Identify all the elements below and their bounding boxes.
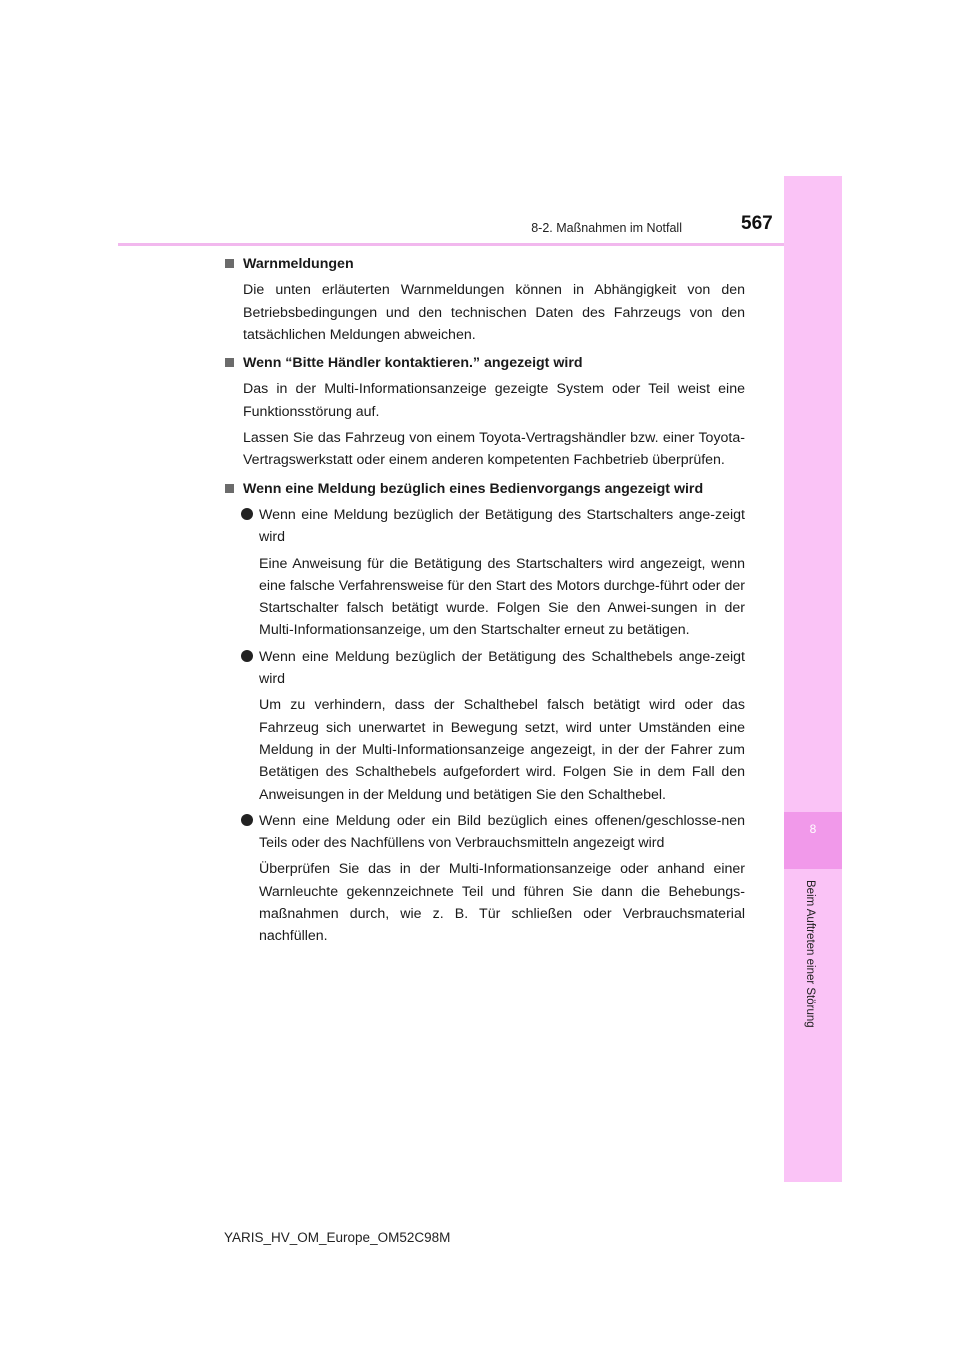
- heading-text: Wenn “Bitte Händler kontaktieren.” angezeigt wird: [243, 355, 583, 372]
- paragraph: Das in der Multi-Informationsanzeige gezeigte System oder Teil weist eine Funktionsstörung auf.: [243, 381, 745, 420]
- round-bullet-icon: [241, 814, 253, 826]
- chapter-label: Beim Auftreten einer Störung: [804, 880, 816, 1028]
- page-number: 567: [741, 213, 773, 234]
- heading-contact-dealer: [225, 352, 745, 374]
- round-bullet-icon: [241, 508, 253, 520]
- heading-text: Warnmeldungen: [243, 256, 354, 272]
- chapter-tab: [784, 812, 842, 869]
- bullet-paragraph: Eine Anweisung für die Betätigung des Startschalters wird angezeigt, wenn eine falsche Verfahrensweise für den Start des Motors durchge-führt oder der Startschalter falsch betätigt wurde. Folgen Sie den Anwei-sungen in der Multi-Informationsanzeige, um den Startschalter erneut zu betätigen.: [259, 555, 745, 639]
- heading-warnings: [225, 253, 745, 275]
- section-title: 8-2. Maßnahmen im Notfall: [531, 221, 682, 235]
- square-bullet-icon: [225, 484, 234, 493]
- footer-doc-id: YARIS_HV_OM_Europe_OM52C98M: [224, 1230, 451, 1245]
- square-bullet-icon: [225, 259, 234, 268]
- heading-operation-message: [225, 478, 745, 500]
- paragraph: Lassen Sie das Fahrzeug von einem Toyota-Vertragshändler bzw. einer Toyota-Vertragswerkstatt oder einem anderen kompetenten Fachbetrieb überprüfen.: [243, 430, 745, 469]
- bullet-item: [243, 646, 745, 691]
- chapter-number: 8: [809, 822, 817, 836]
- heading-text: Wenn eine Meldung bezüglich eines Bedienvorgangs angezeigt wird: [243, 480, 704, 497]
- bullet-paragraph: Um zu verhindern, dass der Schalthebel falsch betätigt wird oder das Fahrzeug sich unerwartet in Bewegung setzt, wird unter Umständen eine Meldung in der Multi-Informationsanzeige angezeigt, in der der Fahrer zum Betätigen des Schalthebels aufgefordert wird. Folgen Sie in dem Fall den Anweisungen in der Meldung und betätigen Sie den Schalthebel.: [259, 697, 745, 803]
- bullet-item: [243, 504, 745, 549]
- bullet-item: [243, 810, 745, 855]
- bullet-text: Wenn eine Meldung oder ein Bild bezüglich eines offenen/geschlosse-nen Teils oder des Nachfüllens von Verbrauchsmitteln angezeigt wird: [259, 812, 745, 852]
- header-divider: [118, 243, 784, 246]
- main-content: [225, 251, 745, 948]
- bullet-paragraph: Überprüfen Sie das in der Multi-Informationsanzeige oder anhand einer Warnleuchte gekennzeichnete Teil und führen Sie dann die Behebungs-maßnahmen durch, wie z. B. Tür schließen oder Verbrauchsmaterial nachfüllen.: [259, 861, 745, 945]
- square-bullet-icon: [225, 358, 234, 367]
- round-bullet-icon: [241, 650, 253, 662]
- bullet-text: Wenn eine Meldung bezüglich der Betätigung des Startschalters ange-zeigt wird: [259, 506, 745, 546]
- paragraph: Die unten erläuterten Warnmeldungen können in Abhängigkeit von den Betriebsbedingungen und den technischen Daten des Fahrzeugs von den tatsächlichen Meldungen abweichen.: [243, 282, 745, 343]
- bullet-text: Wenn eine Meldung bezüglich der Betätigung des Schalthebels ange-zeigt wird: [259, 648, 745, 688]
